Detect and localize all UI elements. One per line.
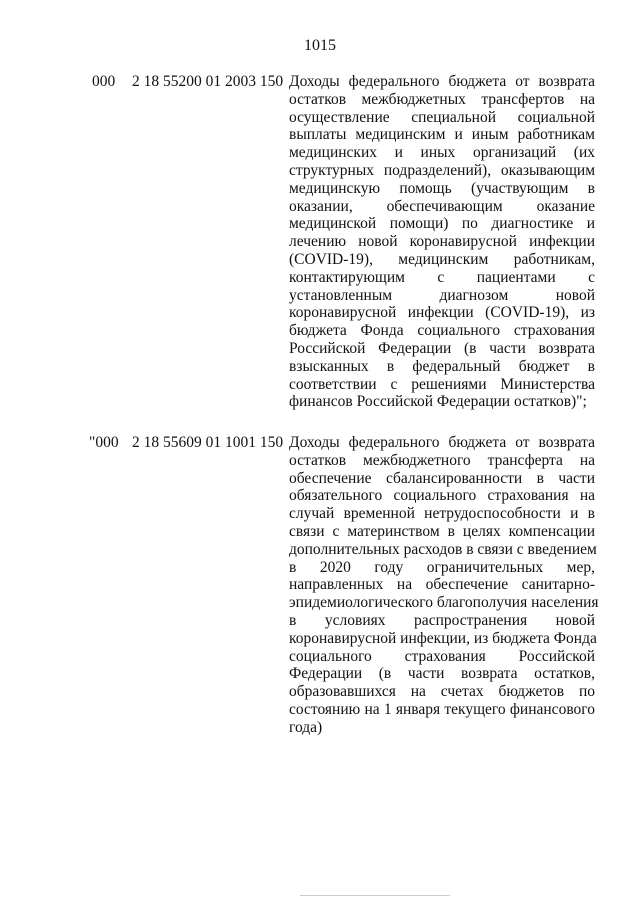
entry-description [289, 434, 599, 737]
description-line: Доходы федерального бюджета от возврата [289, 434, 595, 451]
description-line: лечению новой коронавирусной инфекции [289, 233, 595, 251]
description-line: в 2020 году ограничительных мер, [289, 558, 595, 576]
budget-classification-code: 2 18 55200 01 2003 150 [132, 73, 284, 90]
description-line: бюджета Фонда социального страхования [289, 322, 595, 340]
description-line: структурных подразделений), оказывающим [289, 161, 595, 179]
description-line: дополнительных расходов в связи с введением [289, 540, 597, 558]
description-line: Российской Федерации (в части возврата [289, 339, 595, 357]
description-line: образовавшихся на счетах бюджетов по [289, 683, 595, 701]
description-line: года) [289, 718, 323, 736]
description-line: случай временной нетрудоспособности и в [289, 505, 595, 523]
description-line: социального страхования Российской [289, 647, 595, 665]
description-line: обязательного социального страхования на [289, 487, 595, 505]
description-line: медицинскую помощь (участвующим в [289, 179, 595, 197]
description-line: коронавирусной инфекции, из бюджета Фонда [289, 629, 597, 647]
description-line: медицинской помощи) по диагностике и [289, 215, 595, 233]
entry-prefix: 000 [92, 73, 116, 90]
entry-description [289, 73, 595, 411]
scan-artifact-line [300, 895, 450, 896]
description-line: установленным диагнозом новой [289, 286, 595, 304]
page-number: 1015 [304, 37, 336, 54]
description-line: соответствии с решениями Министерства [289, 375, 595, 393]
description-line: обеспечение сбалансированности в части [289, 469, 595, 487]
description-line: коронавирусной инфекции (COVID-19), из [289, 304, 595, 322]
description-line: медицинских и иных организаций (их [289, 144, 595, 162]
description-line: взысканных в федеральный бюджет в [289, 357, 595, 375]
description-line: Федерации (в части возврата остатков, [289, 665, 595, 683]
description-line: в условиях распространения новой [289, 611, 595, 629]
budget-classification-code: 2 18 55609 01 1001 150 [132, 434, 284, 451]
description-line: остатков межбюджетных трансфертов на [289, 90, 595, 108]
description-line: финансов Российской Федерации остатков)"; [289, 393, 587, 411]
description-line: контактирующим с пациентами с [289, 268, 595, 286]
description-line: оказании, обеспечивающим оказание [289, 197, 595, 215]
description-line: эпидемиологического благополучия населения [289, 594, 599, 612]
description-line: осуществление специальной социальной [289, 108, 595, 126]
description-line: состоянию на 1 января текущего финансового [289, 700, 595, 718]
description-line: направленных на обеспечение санитарно- [289, 576, 595, 594]
description-line: остатков межбюджетного трансферта на [289, 451, 595, 469]
description-line: связи с материнством в целях компенсации [289, 522, 595, 540]
description-line: (COVID-19), медицинским работникам, [289, 250, 595, 268]
description-line: выплаты медицинским и иным работникам [289, 126, 595, 144]
entry-prefix: "000 [89, 434, 119, 451]
description-line: Доходы федерального бюджета от возврата [289, 73, 595, 90]
